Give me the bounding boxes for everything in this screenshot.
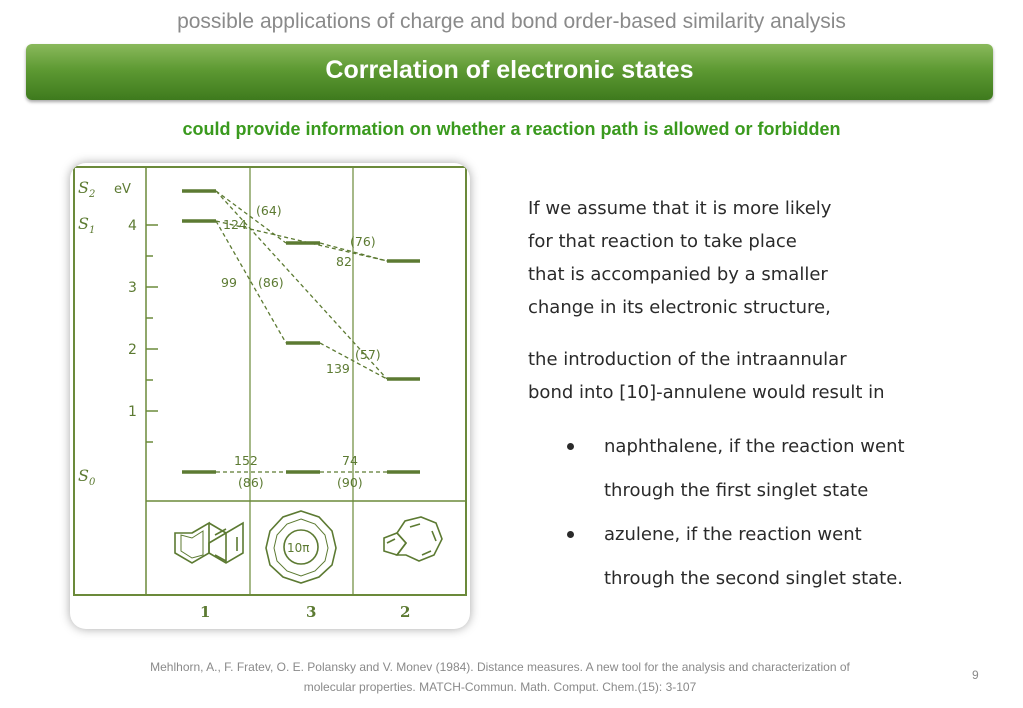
paragraph-conclusion: [528, 343, 885, 409]
y-axis-ticks: [146, 225, 158, 442]
azulene-structure-icon: [384, 517, 442, 561]
title-banner: [26, 44, 993, 100]
page-number: 9: [972, 668, 979, 682]
paragraph-line: change in its electronic structure,: [528, 297, 831, 318]
paragraph-line: If we assume that it is more likely: [528, 198, 832, 219]
slide-title: Correlation of electronic states: [325, 56, 694, 84]
annotation-90: (90): [337, 475, 363, 490]
unit-label: eV: [114, 182, 131, 197]
bullet-line: through the first singlet state: [604, 480, 869, 501]
citation: [60, 657, 940, 697]
annotation-99: 99: [221, 275, 237, 290]
annotation-64: (64): [256, 203, 282, 218]
annulene-pi-label: 10π: [287, 541, 310, 555]
bullet-dot: [567, 443, 574, 450]
state-label-s2: $S_2$: [78, 178, 96, 200]
bullet-naphthalene: [604, 425, 905, 513]
paragraph-hypothesis: [528, 192, 831, 324]
tick-label-4: 4: [128, 218, 137, 234]
paragraph-line: the introduction of the intraannular: [528, 349, 847, 370]
citation-line: molecular properties. MATCH-Commun. Math. Comput. Chem.(15): 3-107: [303, 680, 697, 694]
paragraph-line: that is accompanied by a smaller: [528, 264, 828, 285]
state-label-s0: $S_0$: [78, 466, 96, 488]
annotation-152: 152: [234, 453, 258, 468]
column-label-1: 1: [200, 603, 211, 621]
column-label-2: 2: [400, 603, 411, 621]
bullet-dot: [567, 531, 574, 538]
tick-label-2: 2: [128, 342, 137, 358]
energy-levels: [182, 191, 420, 472]
correlation-diagram-svg: [70, 163, 470, 629]
annotation-124: 124: [223, 217, 247, 232]
slide-supertitle: possible applications of charge and bond order-based similarity analysis: [177, 10, 846, 33]
paragraph-line: for that reaction to take place: [528, 231, 797, 252]
tick-label-1: 1: [128, 404, 137, 420]
annotation-74: 74: [342, 453, 358, 468]
tick-label-3: 3: [128, 280, 137, 296]
slide-subtitle: could provide information on whether a reaction path is allowed or forbidden: [182, 119, 841, 139]
naphthalene-structure-icon: [175, 523, 243, 563]
paragraph-line: bond into [10]-annulene would result in: [528, 382, 885, 403]
bullet-azulene: [604, 513, 903, 601]
annotation-76: (76): [350, 234, 376, 249]
bullet-line: azulene, if the reaction went: [604, 524, 862, 545]
bullet-line: through the second singlet state.: [604, 568, 904, 589]
citation-line: Mehlhorn, A., F. Fratev, O. E. Polansky and V. Monev (1984). Distance measures. A new tool for the analysis and characterization of: [150, 660, 850, 674]
annotation-86: (86): [258, 275, 284, 290]
annotation-82: 82: [336, 254, 352, 269]
bullet-line: naphthalene, if the reaction went: [604, 436, 905, 457]
annotation-86b: (86): [238, 475, 264, 490]
annotation-57: (57): [355, 347, 381, 362]
column-label-3: 3: [306, 603, 317, 621]
annotation-139: 139: [326, 361, 350, 376]
correlation-diagram: [70, 163, 470, 629]
state-label-s1: $S_1$: [78, 214, 96, 236]
